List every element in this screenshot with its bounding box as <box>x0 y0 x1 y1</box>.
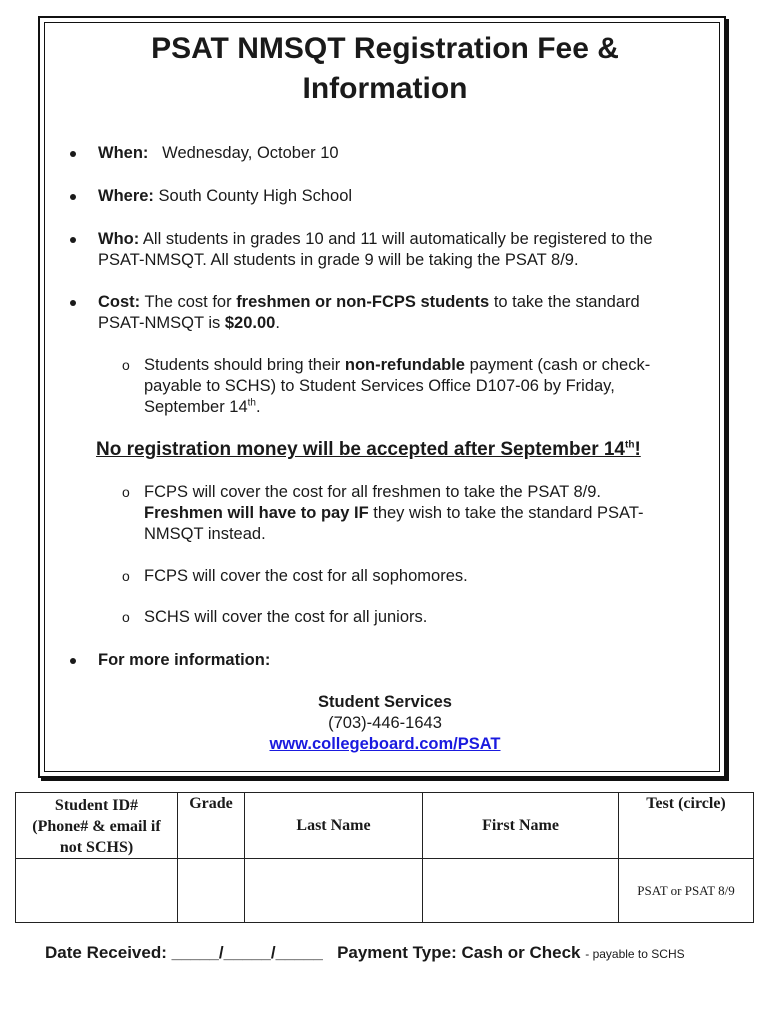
header-test-label: Test (circle) <box>646 795 726 812</box>
cost-text: The cost for <box>144 293 232 311</box>
sub3-text: FCPS will cover the cost for all sophomores. <box>144 567 468 585</box>
when-label: When: <box>98 144 149 162</box>
grade-cell[interactable] <box>178 859 245 923</box>
notice-sup: th <box>625 439 635 451</box>
header-last-name: Last Name <box>245 793 423 859</box>
registration-table <box>15 792 754 923</box>
header-first-name: First Name <box>423 793 619 859</box>
contact-office: Student Services <box>318 693 452 711</box>
cost-price: $20.00 <box>224 314 276 332</box>
sub2-bold: Freshmen will have to pay IF <box>144 504 369 522</box>
test-options-cell[interactable]: PSAT or PSAT 8/9 <box>619 859 754 923</box>
title-line-1: PSAT NMSQT Registration Fee & <box>151 32 619 65</box>
bullet-icon <box>70 194 76 200</box>
title-line-2: Information <box>302 72 468 105</box>
sub2-text: they wish to take the standard PSAT- <box>373 504 644 522</box>
bullet-icon <box>70 151 76 157</box>
bullet-icon <box>70 300 76 306</box>
sub1-end: . <box>256 398 261 416</box>
more-info-label: For more information: <box>98 651 271 669</box>
circle-bullet-icon: o <box>122 357 130 373</box>
sub1-bold: non-refundable <box>344 356 465 374</box>
header-student-id <box>16 793 178 859</box>
sub1-text: September 14 <box>144 398 248 416</box>
sub1-sup: th <box>247 397 256 409</box>
sub4-text: SCHS will cover the cost for all juniors. <box>144 608 428 626</box>
student-id-cell[interactable] <box>16 859 178 923</box>
sub1-text: Students should bring their <box>144 356 341 374</box>
cost-bold: freshmen or non-FCPS students <box>236 293 490 311</box>
sub2-text: NMSQT instead. <box>144 525 266 543</box>
table-header-row <box>16 793 754 859</box>
footer <box>45 942 685 965</box>
notice-end: ! <box>634 439 641 460</box>
where-label: Where: <box>98 187 154 205</box>
first-name-cell[interactable] <box>423 859 619 923</box>
notice-deadline <box>96 438 641 462</box>
cost-period: . <box>275 314 280 332</box>
header-student-id-line3: not SCHS) <box>59 839 134 856</box>
circle-bullet-icon: o <box>122 484 130 500</box>
collegeboard-link[interactable]: www.collegeboard.com/PSAT <box>269 735 501 753</box>
contact-link-wrap <box>0 734 770 755</box>
date-received-label: Date Received: _____/_____/_____ <box>45 943 323 962</box>
payment-note: - payable to SCHS <box>585 947 685 961</box>
bullet-icon <box>70 658 76 664</box>
who-text-1: All students in grades 10 and 11 will automatically be registered to the <box>142 230 653 248</box>
when-value: Wednesday, October 10 <box>162 144 339 162</box>
table-entry-row <box>16 859 754 923</box>
sub1-text: payable to SCHS) to Student Services Office D107-06 by Friday, <box>144 377 615 395</box>
cost-text: to take the standard <box>493 293 640 311</box>
sub1-text: payment (cash or check- <box>469 356 651 374</box>
circle-bullet-icon: o <box>122 568 130 584</box>
where-value: South County High School <box>158 187 353 205</box>
header-student-id-line2: (Phone# & email if <box>32 818 161 835</box>
sub2-text: FCPS will cover the cost for all freshmen to take the PSAT 8/9. <box>144 483 601 501</box>
header-grade-label: Grade <box>189 795 233 812</box>
cost-label: Cost: <box>98 293 141 311</box>
circle-bullet-icon: o <box>122 609 130 625</box>
header-student-id-line1: Student ID# <box>54 797 139 814</box>
contact-phone: (703)-446-1643 <box>328 714 442 732</box>
notice-text: No registration money will be accepted after September 14 <box>96 439 625 460</box>
who-label: Who: <box>98 230 140 248</box>
bullet-icon <box>70 237 76 243</box>
payment-type-label: Payment Type: Cash or Check <box>337 943 581 962</box>
who-text-2: PSAT-NMSQT. All students in grade 9 will be taking the PSAT 8/9. <box>98 251 579 269</box>
last-name-cell[interactable] <box>245 859 423 923</box>
header-grade <box>178 793 245 859</box>
cost-text: PSAT-NMSQT is <box>98 314 221 332</box>
header-test <box>619 793 754 859</box>
